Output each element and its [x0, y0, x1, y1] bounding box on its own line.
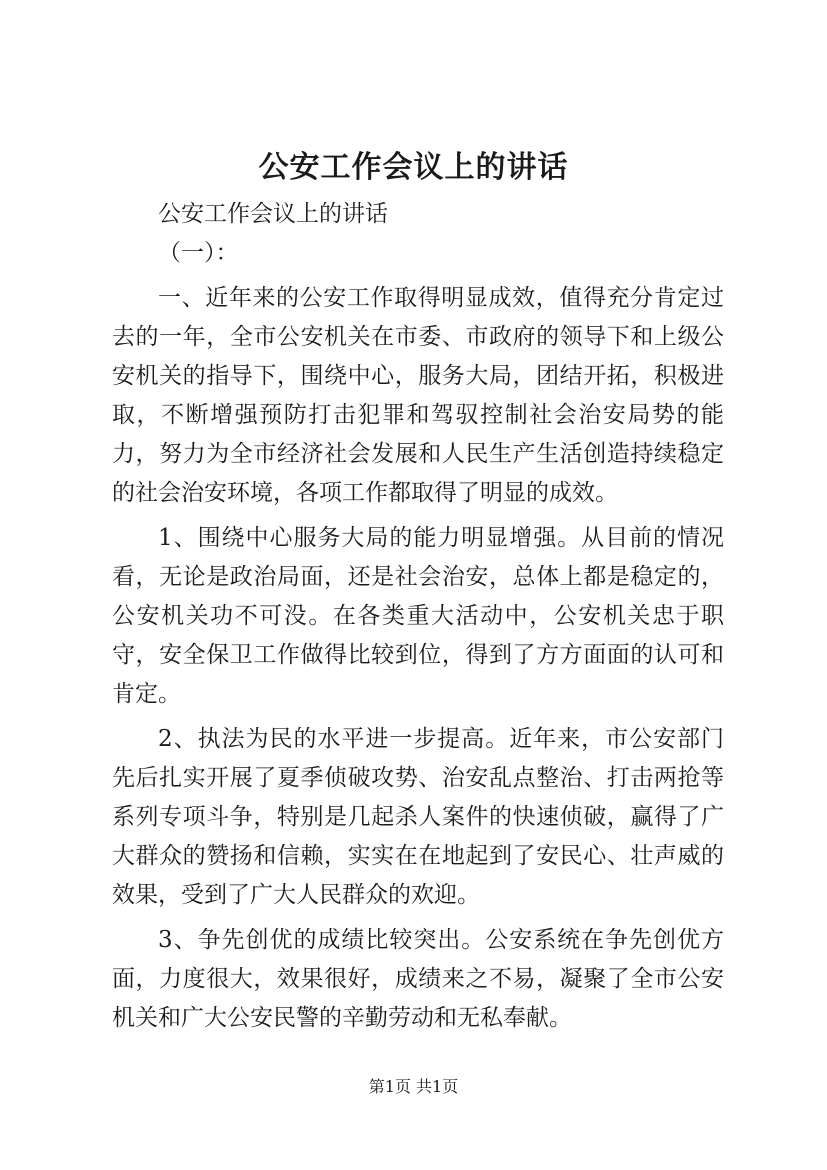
body-paragraph: 一、近年来的公安工作取得明显成效，值得充分肯定过去的一年，全市公安机关在市委、市政府的领导下和上级公安机关的指导下，围绕中心，服务大局，团结开拓，积极进取，不断增强预防打击犯罪和驾驭控制社会治安局势的能力，努力为全市经济社会发展和人民生产生活创造持续稳定的社会治安环境，各项工作都取得了明显的成效。 — [112, 285, 724, 506]
section-marker-paragraph: （一）： — [158, 240, 239, 266]
body-paragraph: 1、围绕中心服务大局的能力明显增强。从目前的情况看，无论是政治局面，还是社会治安，总体上都是稳定的，公安机关功不可没。在各类重大活动中，公安机关忠于职守，安全保卫工作做得比较到位，得到了方方面面的认可和肯定。 — [112, 525, 724, 707]
body-paragraph: 2、执法为民的水平进一步提高。近年来，市公安部门先后扎实开展了夏季侦破攻势、治安乱点整治、打击两抢等系列专项斗争，特别是几起杀人案件的快速侦破，赢得了广大群众的赞扬和信赖，实实在在地起到了安民心、壮声威的效果，受到了广大人民群众的欢迎。 — [112, 726, 724, 908]
document-body — [112, 195, 724, 1038]
page-footer: 第1页 共1页 — [368, 1077, 459, 1096]
document-title: 公安工作会议上的讲话 — [258, 150, 569, 185]
body-paragraph: 3、争先创优的成绩比较突出。公安系统在争先创优方面，力度很大，效果很好，成绩来之不易，凝聚了全市公安机关和广大公安民警的辛勤劳动和无私奉献。 — [112, 927, 724, 1031]
subtitle-paragraph: 公安工作会议上的讲话 — [158, 201, 388, 227]
